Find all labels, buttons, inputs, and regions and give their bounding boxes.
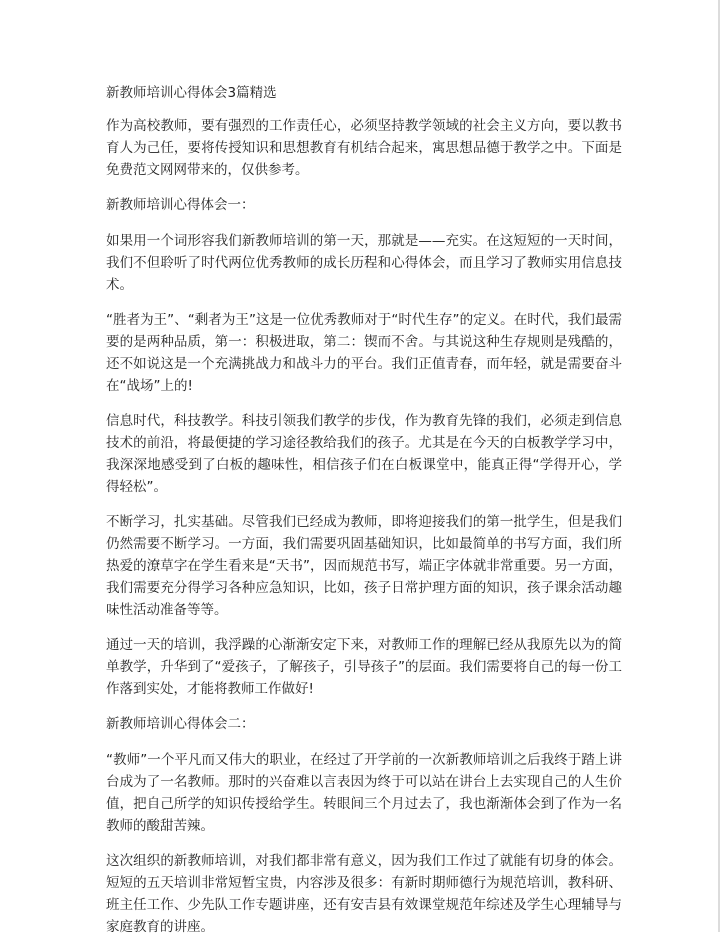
paragraph-information-age: 信息时代，科技教学。科技引领我们教学的步伐，作为教育先锋的我们，必须走到信息技术的前沿，将最便捷的学习途径教给我们的孩子。尤其是在今天的白板教学学习中，我深深地感受到了白板的趣味性，相信孩子们在白板课堂中，能真正得“学得开心，学得轻松”。	[106, 413, 622, 495]
paragraph-first-day: 如果用一个词形容我们新教师培训的第一天，那就是——充实。在这短短的一天时间，我们不但聆听了时代两位优秀教师的成长历程和心得体会，而且学习了教师实用信息技术。	[106, 233, 622, 293]
paragraph-teacher-career: “教师”一个平凡而又伟大的职业，在经过了开学前的一次新教师培训之后我终于踏上讲台成为了一名教师。那时的兴奋难以言表因为终于可以站在讲台上去实现自己的人生价值，把自己所学的知识传授给学生。转眼间三个月过去了，我也渐渐体会到了作为一名教师的酸甜苦辣。	[106, 752, 622, 834]
paragraph-keep-learning: 不断学习，扎实基础。尽管我们已经成为教师，即将迎接我们的第一批学生，但是我们仍然需要不断学习。一方面，我们需要巩固基础知识，比如最简单的书写方面，我们所热爱的潦草字在学生看来是“天书”，因而规范书写，端正字体就非常重要。另一方面，我们需要充分得学习各种应急知识，比如，孩子日常护理方面的知识，孩子课余活动趣味性活动准备等等。	[106, 514, 622, 618]
paragraph-training-result: 通过一天的培训，我浮躁的心渐渐安定下来，对教师工作的理解已经从我原先以为的简单教学，升华到了“爱孩子，了解孩子，引导孩子”的层面。我们需要将自己的每一份工作落到实处，才能将教师工作做好!	[106, 637, 622, 697]
paragraph-five-day-training: 这次组织的新教师培训，对我们都非常有意义，因为我们工作过了就能有切身的体会。短短的五天培训非常短暂宝贵，内容涉及很多：有新时期师德行为规范培训，教科研、班主任工作、少先队工作专题讲座，还有安吉县有效课堂规范年综述及学生心理辅导与家庭教育的讲座。	[106, 853, 622, 935]
section-heading-one: 新教师培训心得体会一：	[106, 197, 255, 213]
section-heading-two: 新教师培训心得体会二：	[106, 716, 255, 732]
document-title: 新教师培训心得体会3篇精选	[106, 85, 277, 101]
paragraph-winner-king: “胜者为王”、“剩者为王”这是一位优秀教师对于“时代生存”的定义。在时代，我们最需要的是两种品质，第一：积极进取，第二：锲而不舍。与其说这种生存规则是残酷的，还不如说这是一个充满挑战力和战斗力的平台。我们正值青春，而年轻，就是需要奋斗在“战场”上的!	[106, 312, 622, 394]
intro-paragraph: 作为高校教师，要有强烈的工作责任心，必须坚持教学领域的社会主义方向，要以教书育人为己任，要将传授知识和思想教育有机结合起来，寓思想品德于教学之中。下面是免费范文网网带来的，仅供参考。	[106, 118, 622, 178]
